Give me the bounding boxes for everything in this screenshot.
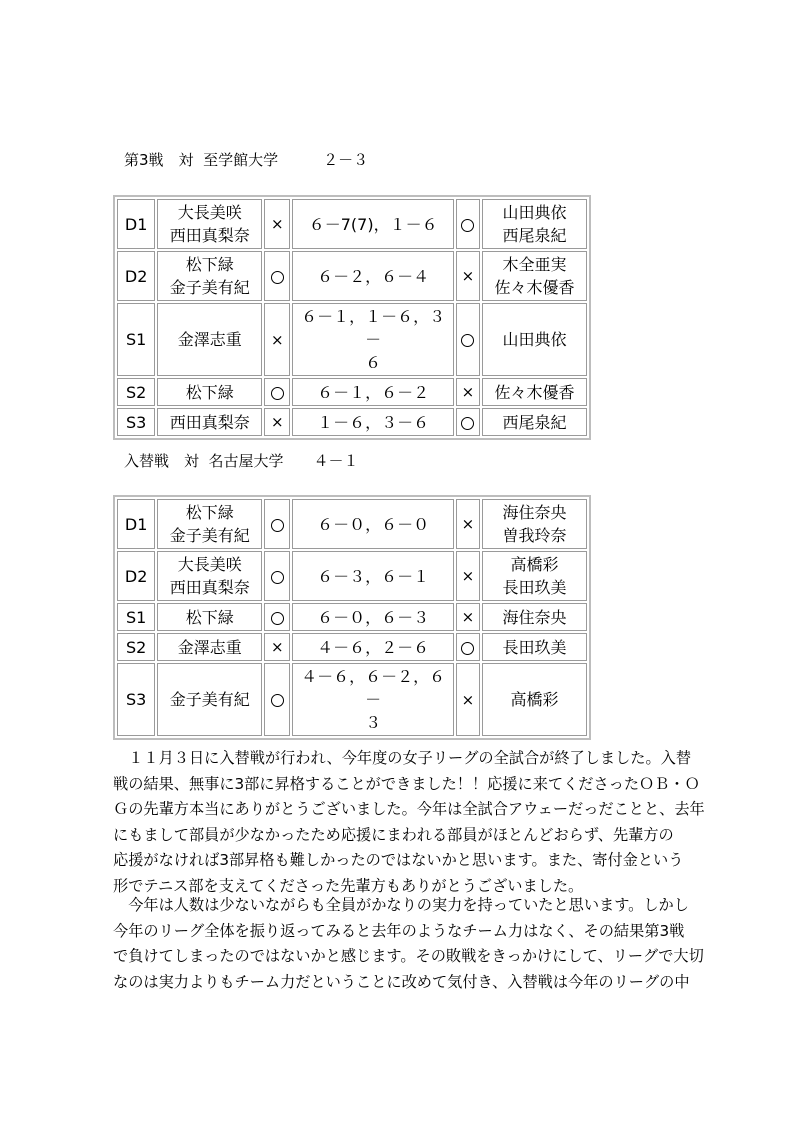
player-name: 松下緑 (185, 382, 234, 402)
match2-rows (117, 499, 587, 736)
match-code (117, 633, 155, 661)
table-row (117, 251, 587, 301)
match-code (117, 499, 155, 549)
table-row (117, 551, 587, 601)
table-row (117, 408, 587, 436)
win-circle-icon (461, 642, 474, 655)
away-result (456, 303, 480, 376)
loss-cross-icon: × (271, 330, 284, 349)
player-name: 佐々木優香 (494, 382, 575, 402)
away-result (456, 199, 480, 249)
player-name: 高橋彩 (510, 690, 559, 709)
player-name: 山田典依 (502, 203, 567, 222)
home-players (157, 251, 262, 301)
away-result (456, 633, 480, 661)
player-name: 西尾泉紀 (502, 412, 567, 432)
away-players (482, 408, 587, 436)
match-code (117, 408, 155, 436)
report-paragraph-2 (113, 893, 703, 995)
player-name: 西田真梨奈 (169, 226, 250, 245)
away-players (482, 251, 587, 301)
player-name: 金子美有紀 (169, 526, 250, 545)
win-circle-icon (461, 219, 474, 232)
home-players (157, 603, 262, 631)
player-name: 西尾泉紀 (502, 226, 567, 245)
match1-table (113, 195, 591, 440)
table-row (117, 603, 587, 631)
player-name: 金澤志重 (177, 637, 242, 657)
away-players (482, 551, 587, 601)
loss-cross-icon: × (271, 215, 284, 233)
score (292, 408, 453, 436)
home-players (157, 199, 262, 249)
home-result (264, 408, 290, 436)
away-players (482, 633, 587, 661)
away-players (482, 499, 587, 549)
home-result (264, 251, 290, 301)
match-code (117, 551, 155, 601)
home-result (264, 633, 290, 661)
player-name: 木全亜実 (502, 255, 567, 274)
player-name: 松下緑 (185, 255, 234, 274)
paragraph-line: 形でテニス部を支えてくださった先輩方もありがとうございました。 (113, 876, 584, 895)
table-row (117, 663, 587, 736)
player-name: 長田玖美 (502, 578, 567, 597)
score (292, 199, 453, 249)
home-result (264, 303, 290, 376)
home-result (264, 199, 290, 249)
score-line: ６－１，６－２ (317, 382, 430, 402)
away-result (456, 663, 480, 736)
loss-cross-icon: × (461, 567, 475, 585)
loss-cross-icon: × (461, 690, 475, 709)
match-code-label: D1 (124, 214, 148, 234)
win-circle-icon (461, 417, 474, 430)
table-row (117, 199, 587, 249)
score-line: ６－１，１－６，３－ (301, 307, 446, 349)
paragraph-line: で負けてしまったのではないかと感じます。その敗戦をきっかけにして、リーグで大切 (113, 947, 704, 966)
paragraph-line: １１月３日に入替戦が行われ、今年度の女子リーグの全試合が終了しました。入替 (113, 749, 692, 767)
home-players (157, 378, 262, 406)
win-circle-icon (271, 571, 284, 584)
match1-rows (117, 199, 587, 436)
win-circle-icon (271, 694, 284, 707)
match-code-label: D2 (124, 266, 148, 286)
win-circle-icon (271, 387, 284, 400)
match-code-label: S2 (125, 637, 147, 657)
away-result (456, 251, 480, 301)
score (292, 499, 453, 549)
match-code-label: D2 (124, 566, 148, 586)
away-players (482, 603, 587, 631)
player-name: 金澤志重 (177, 330, 242, 349)
home-players (157, 408, 262, 436)
away-result (456, 408, 480, 436)
home-result (264, 499, 290, 549)
player-name: 松下緑 (185, 503, 234, 522)
player-name: 大長美咲 (177, 203, 242, 222)
score-line: ６－３，６－１ (317, 566, 430, 586)
match-code (117, 378, 155, 406)
score (292, 251, 453, 301)
home-players (157, 551, 262, 601)
match-code (117, 199, 155, 249)
match2-table (113, 495, 591, 740)
home-result (264, 663, 290, 736)
win-circle-icon (271, 271, 284, 284)
home-players (157, 303, 262, 376)
match-code-label: S1 (125, 607, 147, 627)
paragraph-line: 今年のリーグ全体を振り返ってみると去年のようなチーム力はなく、その結果第3戦 (113, 921, 685, 940)
home-players (157, 499, 262, 549)
paragraph-line: Ｇの先輩方本当にありがとうございました。今年は全試合アウェーだっだことと、去年 (113, 800, 705, 819)
match-code-label: S2 (125, 382, 147, 402)
player-name: 高橋彩 (510, 555, 559, 574)
away-players (482, 303, 587, 376)
away-players (482, 378, 587, 406)
win-circle-icon (271, 519, 284, 532)
paragraph-line: 戦の結果、無事に3部に昇格することができました！！応援に来てくださったＯＢ・Ｏ (113, 774, 700, 793)
home-result (264, 551, 290, 601)
player-name: 海住奈央 (502, 607, 567, 627)
score (292, 303, 453, 376)
score (292, 378, 453, 406)
home-result (264, 378, 290, 406)
score (292, 663, 453, 736)
table-row (117, 378, 587, 406)
match-code (117, 303, 155, 376)
paragraph-line: 今年は人数は少ないながらも全員がかなりの実力を持っていたと思います。しかし (113, 896, 689, 914)
score-line: １－６，３－６ (317, 412, 430, 432)
away-players (482, 199, 587, 249)
score-line: ６－２，６－４ (317, 266, 430, 286)
paragraph-line: 応援がなければ3部昇格も難しかったのではないかと思います。また、寄付金という (113, 851, 684, 870)
match-code-label: S3 (125, 412, 147, 432)
player-name: 松下緑 (185, 607, 234, 627)
player-name: 佐々木優香 (494, 278, 575, 297)
loss-cross-icon: × (461, 515, 475, 533)
table-row (117, 303, 587, 376)
score-line: ６－０，６－０ (317, 514, 430, 534)
player-name: 曽我玲奈 (502, 526, 567, 545)
loss-cross-icon: × (461, 383, 475, 401)
paragraph-line: にもまして部員が少なかったため応援にまわれる部員がほとんどおらず、先輩方の (113, 825, 674, 844)
table-row (117, 499, 587, 549)
away-players (482, 663, 587, 736)
away-result (456, 378, 480, 406)
player-name: 大長美咲 (177, 555, 242, 574)
player-name: 金子美有紀 (169, 690, 250, 709)
loss-cross-icon: × (461, 608, 475, 626)
match-code-label: S3 (125, 690, 147, 709)
home-players (157, 663, 262, 736)
match-code-label: S1 (125, 330, 147, 349)
home-players (157, 633, 262, 661)
match2-heading: 入替戦 対 名古屋大学 ４－１ (124, 452, 359, 470)
home-result (264, 603, 290, 631)
score (292, 633, 453, 661)
win-circle-icon (461, 334, 474, 347)
player-name: 長田玖美 (502, 637, 567, 657)
loss-cross-icon: × (271, 413, 284, 431)
player-name: 金子美有紀 (169, 278, 250, 297)
score-line: ６ (365, 353, 382, 372)
score-line: ６－０，６－３ (317, 607, 430, 627)
match1-heading: 第3戦 対 至学館大学 ２－３ (124, 151, 369, 169)
table-row (117, 633, 587, 661)
player-name: 西田真梨奈 (169, 412, 250, 432)
player-name: 西田真梨奈 (169, 578, 250, 597)
win-circle-icon (271, 612, 284, 625)
score-line: ４－６，６－２，６－ (301, 667, 446, 709)
score (292, 603, 453, 631)
match-code (117, 603, 155, 631)
paragraph-line: なのは実力よりもチーム力だということに改めて気付き、入替戦は今年のリーグの中 (113, 972, 690, 991)
player-name: 海住奈央 (502, 503, 567, 522)
score (292, 551, 453, 601)
loss-cross-icon: × (271, 638, 284, 656)
away-result (456, 603, 480, 631)
away-result (456, 551, 480, 601)
report-paragraph-1 (113, 746, 703, 900)
player-name: 山田典依 (502, 330, 567, 349)
score-line: ３ (365, 713, 382, 732)
match-code (117, 251, 155, 301)
score-line: ４－６，２－６ (317, 637, 430, 657)
away-result (456, 499, 480, 549)
loss-cross-icon: × (461, 267, 475, 285)
score-line: ６－7(7)，１－６ (308, 214, 438, 234)
match-code-label: D1 (124, 514, 148, 534)
match-code (117, 663, 155, 736)
